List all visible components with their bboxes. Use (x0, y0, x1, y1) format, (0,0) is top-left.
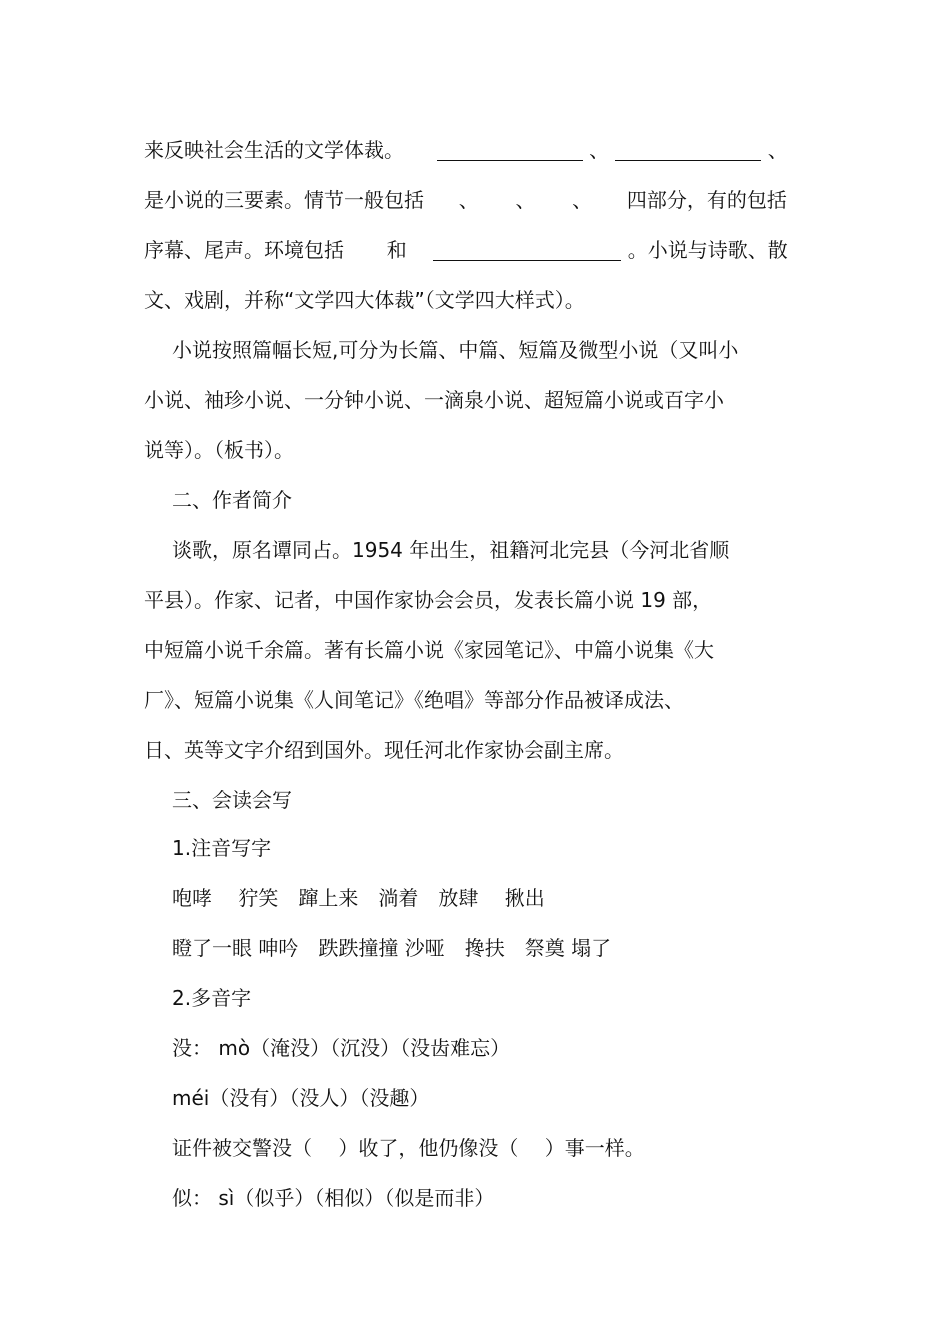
paragraph-line: 小说、袖珍小说、一分钟小说、一滴泉小说、超短篇小说或百字小 (144, 388, 724, 412)
fill-blank (433, 238, 621, 261)
text-segment: 、 (458, 188, 479, 212)
text-segment: 、 (515, 188, 536, 212)
text-segment: 和 (386, 238, 407, 262)
text-segment: 四部分，有的包括 (626, 188, 787, 212)
subsection-heading: 2.多音字 (172, 986, 252, 1010)
paragraph-line: 谈歌，原名谭同占。1954 年出生，祖籍河北完县（今河北省顺 (172, 538, 730, 562)
paragraph-line: 说等）。（板书）。 (144, 438, 294, 462)
subsection-heading: 1.注音写字 (172, 836, 272, 860)
text-segment: 序幕、尾声。环境包括 (144, 238, 344, 262)
paragraph-line: 中短篇小说千余篇。著有长篇小说《家园笔记》、中篇小说集《大 (144, 638, 714, 662)
text-segment: 来反映社会生活的文学体裁。 (144, 138, 404, 162)
exercise-sentence: 证件被交警没（ ）收了，他仍像没（ ）事一样。 (172, 1136, 645, 1160)
text-segment: 。小说与诗歌、散 (627, 238, 788, 262)
text-segment: 是小说的三要素。情节一般包括 (144, 188, 424, 212)
text-line-3 (144, 235, 814, 265)
paragraph-line: 平县）。作家、记者，中国作家协会会员，发表长篇小说 19 部， (144, 588, 713, 612)
polyphone-line: 似： sì（似乎）（相似）（似是而非） (172, 1186, 495, 1210)
word-list: 瞪了一眼 呻吟 跌跌撞撞 沙哑 搀扶 祭奠 塌了 (172, 936, 612, 960)
polyphone-line: 没： mò（淹没）（沉没）（没齿难忘） (172, 1036, 511, 1060)
text-line-4: 文、戏剧，并称“文学四大体裁”（文学四大样式）。 (144, 288, 585, 312)
fill-blank (615, 138, 761, 161)
polyphone-line: méi（没有）（没人）（没趣） (172, 1086, 430, 1110)
paragraph-line: 厂》、短篇小说集《人间笔记》《绝唱》等部分作品被译成法、 (144, 688, 684, 712)
word-list: 咆哮 狞笑 蹿上来 淌着 放肆 揪出 (172, 886, 545, 910)
text-segment: 、 (572, 188, 593, 212)
text-segment: 、 (767, 138, 788, 162)
text-segment: 、 (589, 138, 610, 162)
section-heading: 二、作者简介 (172, 488, 292, 512)
text-line-2 (144, 185, 814, 215)
paragraph-line: 日、英等文字介绍到国外。现任河北作家协会副主席。 (144, 738, 624, 762)
paragraph-line: 小说按照篇幅长短,可分为长篇、中篇、短篇及微型小说（又叫小 (172, 338, 739, 362)
fill-blank (437, 138, 583, 161)
section-heading: 三、会读会写 (172, 788, 292, 812)
text-line-1 (144, 135, 814, 165)
